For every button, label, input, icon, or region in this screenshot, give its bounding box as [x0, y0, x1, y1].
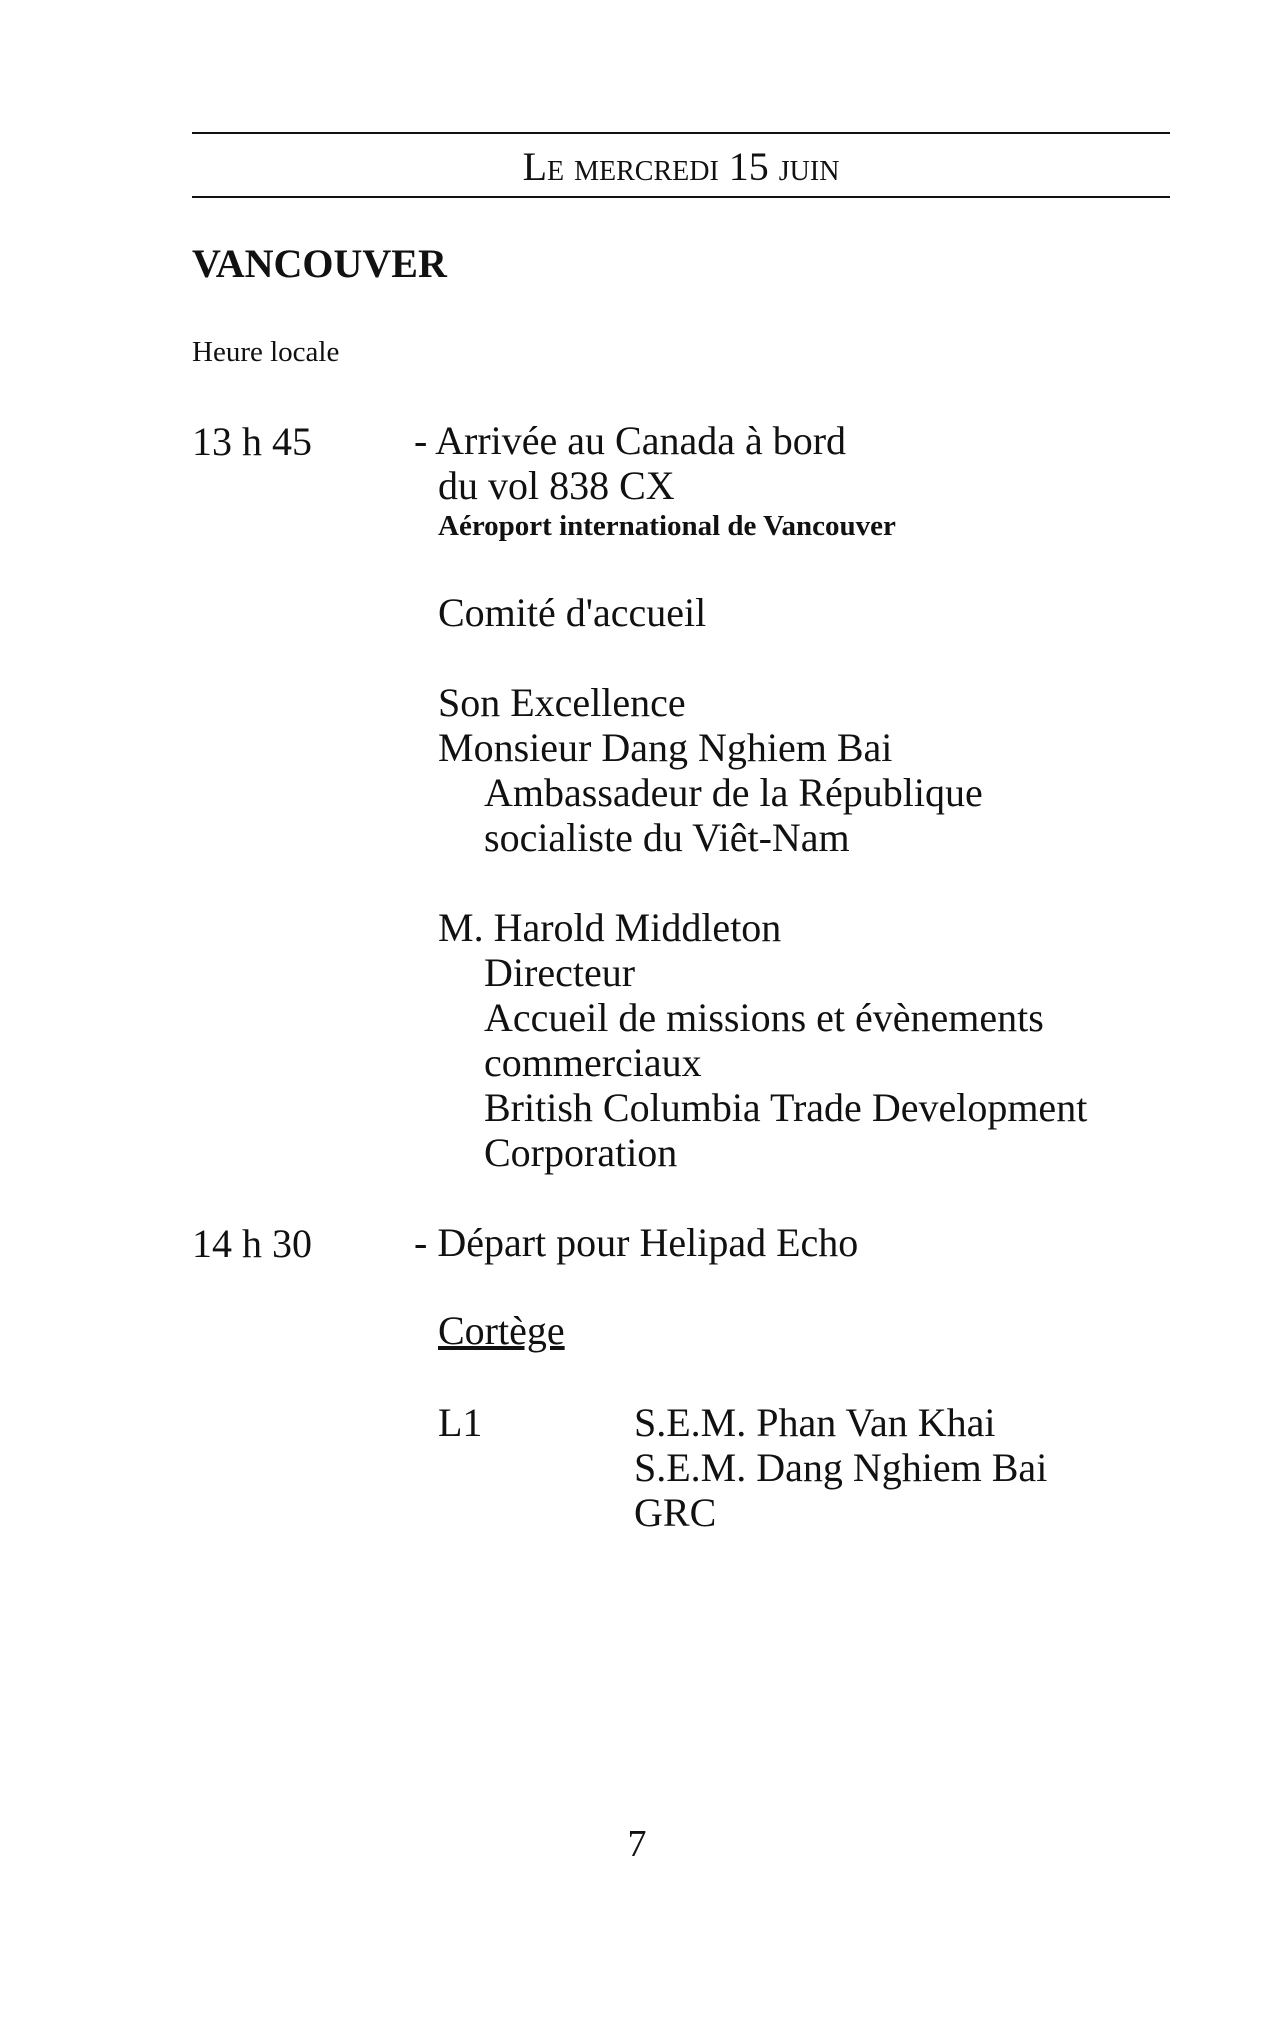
event-title-line: du vol 838 CX [438, 463, 675, 508]
event-title-line: - Départ pour Helipad Echo [414, 1220, 859, 1265]
local-time-label: Heure locale [192, 336, 340, 368]
event-time: 13 h 45 [192, 419, 312, 464]
passenger-line: S.E.M. Dang Nghiem Bai [634, 1445, 1048, 1490]
event-time: 14 h 30 [192, 1221, 312, 1266]
passenger-line: GRC [634, 1490, 717, 1535]
host-role-line: Corporation [484, 1130, 678, 1175]
city-heading: VANCOUVER [192, 241, 447, 286]
host-role-line: Accueil de missions et évènements [484, 995, 1044, 1040]
host-role-line: socialiste du Viêt-Nam [484, 815, 850, 860]
host-role-line: Directeur [484, 950, 636, 995]
page-header-title: Le mercredi 15 juin [522, 144, 840, 189]
host-role-line: Ambassadeur de la République [484, 770, 983, 815]
host-name-line: Monsieur Dang Nghiem Bai [438, 725, 893, 770]
welcome-committee-label: Comité d'accueil [438, 590, 707, 635]
header-top-rule [192, 132, 1170, 134]
cortege-label: Cortège [438, 1308, 565, 1353]
car-label: L1 [438, 1400, 483, 1445]
host-role-line: commerciaux [484, 1040, 702, 1085]
host-role-line: British Columbia Trade Development [484, 1085, 1088, 1130]
page-number: 7 [627, 1823, 647, 1865]
header-bottom-rule [192, 196, 1170, 198]
host-name-line: M. Harold Middleton [438, 905, 782, 950]
event-location: Aéroport international de Vancouver [438, 510, 896, 542]
event-title-line: - Arrivée au Canada à bord [414, 418, 847, 463]
host-name-line: Son Excellence [438, 680, 686, 725]
passenger-line: S.E.M. Phan Van Khai [634, 1400, 996, 1445]
